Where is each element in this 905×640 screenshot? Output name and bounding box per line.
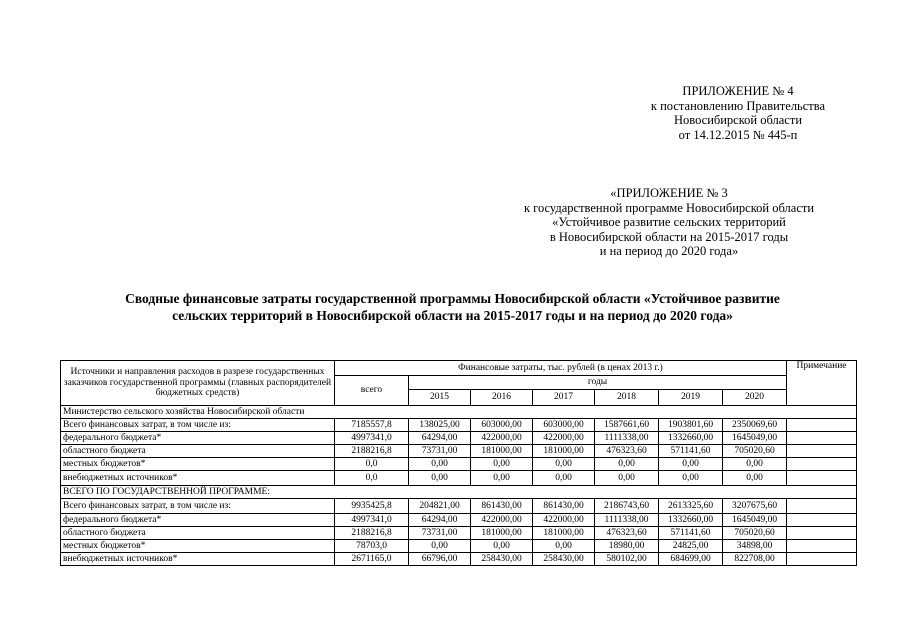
row-value: 422000,00 xyxy=(471,432,533,445)
row-value: 1332660,00 xyxy=(659,432,723,445)
header-year-2017: 2017 xyxy=(533,390,595,406)
row-value: 1645049,00 xyxy=(723,514,787,527)
row-value: 1903801,60 xyxy=(659,419,723,432)
table-row xyxy=(61,527,857,540)
appendix-4-block xyxy=(598,84,878,142)
row-value: 181000,00 xyxy=(471,527,533,540)
row-value: 2350069,60 xyxy=(723,419,787,432)
table-row xyxy=(61,458,857,471)
table-row xyxy=(61,445,857,458)
row-value: 0,00 xyxy=(533,458,595,471)
row-value: 0,00 xyxy=(723,458,787,471)
row-value: 580102,00 xyxy=(595,553,659,566)
header-note: Примечание xyxy=(787,361,857,406)
table-row xyxy=(61,514,857,527)
row-value: 0,00 xyxy=(595,471,659,486)
header-year-2019: 2019 xyxy=(659,390,723,406)
row-total: 78703,0 xyxy=(335,540,409,553)
row-value: 603000,00 xyxy=(471,419,533,432)
appendix-3-line-5: и на период до 2020 года» xyxy=(599,244,739,258)
row-value: 66796,00 xyxy=(409,553,471,566)
header-year-2015: 2015 xyxy=(409,390,471,406)
row-value: 603000,00 xyxy=(533,419,595,432)
header-year-2018: 2018 xyxy=(595,390,659,406)
row-value: 684699,00 xyxy=(659,553,723,566)
row-label: федерального бюджета* xyxy=(61,432,335,445)
table-row xyxy=(61,553,857,566)
row-value: 73731,00 xyxy=(409,445,471,458)
row-total: 2188216,8 xyxy=(335,527,409,540)
row-value: 2613325,60 xyxy=(659,499,723,514)
row-note xyxy=(787,499,857,514)
row-total: 9935425,8 xyxy=(335,499,409,514)
header-financial-costs: Финансовые затраты, тыс. рублей (в ценах 2013 г.) xyxy=(335,361,787,376)
row-value: 1111338,00 xyxy=(595,432,659,445)
row-value: 73731,00 xyxy=(409,527,471,540)
appendix-3-line-1: «ПРИЛОЖЕНИЕ № 3 xyxy=(610,186,728,200)
row-value: 0,00 xyxy=(471,540,533,553)
row-value: 181000,00 xyxy=(471,445,533,458)
row-value: 571141,60 xyxy=(659,527,723,540)
row-value: 181000,00 xyxy=(533,445,595,458)
row-value: 0,00 xyxy=(471,471,533,486)
table-header xyxy=(61,361,857,406)
row-value: 0,00 xyxy=(409,540,471,553)
row-value: 0,00 xyxy=(409,458,471,471)
row-value: 18980,00 xyxy=(595,540,659,553)
row-total: 2188216,8 xyxy=(335,445,409,458)
appendix-4-line-2: к постановлению Правительства xyxy=(650,98,826,113)
appendix-3-line-2: к государственной программе Новосибирской области xyxy=(523,200,815,215)
row-value: 476323,60 xyxy=(595,445,659,458)
document-title-line-2: сельских территорий в Новосибирской области на 2015-2017 годы и на период до 2020 года» xyxy=(172,308,733,323)
table-row xyxy=(61,540,857,553)
row-total: 0,0 xyxy=(335,471,409,486)
row-value: 2186743,60 xyxy=(595,499,659,514)
header-year-2020: 2020 xyxy=(723,390,787,406)
row-label: внебюджетных источников* xyxy=(61,553,335,566)
document-title-line-1: Сводные финансовые затраты государственной программы Новосибирской области «Устойчивое развитие xyxy=(125,291,780,306)
row-value: 3207675,60 xyxy=(723,499,787,514)
table-row xyxy=(61,499,857,514)
section-title: ВСЕГО ПО ГОСУДАРСТВЕННОЙ ПРОГРАММЕ: xyxy=(61,486,857,499)
row-value: 181000,00 xyxy=(533,527,595,540)
row-value: 24825,00 xyxy=(659,540,723,553)
row-total: 2671165,0 xyxy=(335,553,409,566)
row-value: 705020,60 xyxy=(723,527,787,540)
row-value: 1332660,00 xyxy=(659,514,723,527)
header-years-label: годы xyxy=(409,376,787,390)
row-value: 1645049,00 xyxy=(723,432,787,445)
row-value: 0,00 xyxy=(659,458,723,471)
row-value: 0,00 xyxy=(471,458,533,471)
appendix-4-line-1: ПРИЛОЖЕНИЕ № 4 xyxy=(682,84,794,98)
appendix-4-line-3: Новосибирской области xyxy=(673,113,803,127)
header-year-2016: 2016 xyxy=(471,390,533,406)
row-value: 0,00 xyxy=(595,458,659,471)
row-note xyxy=(787,514,857,527)
row-note xyxy=(787,540,857,553)
row-note xyxy=(787,458,857,471)
row-value: 138025,00 xyxy=(409,419,471,432)
row-value: 204821,00 xyxy=(409,499,471,514)
row-note xyxy=(787,553,857,566)
row-label: федерального бюджета* xyxy=(61,514,335,527)
row-label: областного бюджета xyxy=(61,445,335,458)
row-value: 34898,00 xyxy=(723,540,787,553)
row-value: 476323,60 xyxy=(595,527,659,540)
row-label: внебюджетных источников* xyxy=(61,471,335,486)
table-row xyxy=(61,471,857,486)
row-value: 64294,00 xyxy=(409,432,471,445)
appendix-3-line-4: в Новосибирской области на 2015-2017 годы xyxy=(549,229,789,244)
row-note xyxy=(787,445,857,458)
table-section-ministry xyxy=(61,406,857,486)
row-value: 0,00 xyxy=(409,471,471,486)
row-value: 422000,00 xyxy=(471,514,533,527)
row-value: 1111338,00 xyxy=(595,514,659,527)
row-value: 705020,60 xyxy=(723,445,787,458)
row-value: 571141,60 xyxy=(659,445,723,458)
row-total: 0,0 xyxy=(335,458,409,471)
table-row xyxy=(61,432,857,445)
appendix-3-block xyxy=(467,186,871,259)
row-value: 0,00 xyxy=(659,471,723,486)
row-label: местных бюджетов* xyxy=(61,458,335,471)
row-value: 822708,00 xyxy=(723,553,787,566)
table-row xyxy=(61,419,857,432)
appendix-3-line-3: «Устойчивое развитие сельских территорий xyxy=(552,215,786,229)
row-value: 1587661,60 xyxy=(595,419,659,432)
row-value: 0,00 xyxy=(533,471,595,486)
financial-costs-table xyxy=(60,360,857,566)
row-value: 258430,00 xyxy=(533,553,595,566)
row-total: 4997341,0 xyxy=(335,514,409,527)
row-value: 422000,00 xyxy=(533,514,595,527)
appendix-4-line-4: от 14.12.2015 № 445-п xyxy=(678,127,798,142)
row-note xyxy=(787,432,857,445)
document-title xyxy=(70,290,835,324)
row-value: 861430,00 xyxy=(471,499,533,514)
row-value: 861430,00 xyxy=(533,499,595,514)
section-title: Министерство сельского хозяйства Новосибирской области xyxy=(61,406,857,419)
row-note xyxy=(787,527,857,540)
row-value: 258430,00 xyxy=(471,553,533,566)
table-section-program-total xyxy=(61,486,857,566)
row-value: 422000,00 xyxy=(533,432,595,445)
row-value: 64294,00 xyxy=(409,514,471,527)
row-note xyxy=(787,419,857,432)
header-total: всего xyxy=(335,376,409,406)
row-value: 0,00 xyxy=(723,471,787,486)
row-value: 0,00 xyxy=(533,540,595,553)
row-label: областного бюджета xyxy=(61,527,335,540)
header-sources: Источники и направления расходов в разрезе государственных заказчиков государственной программы (главных распорядителей бюджетных средств) xyxy=(61,361,335,406)
row-label: Всего финансовых затрат, в том числе из: xyxy=(61,419,335,432)
row-label: местных бюджетов* xyxy=(61,540,335,553)
row-total: 7185557,8 xyxy=(335,419,409,432)
row-total: 4997341,0 xyxy=(335,432,409,445)
row-label: Всего финансовых затрат, в том числе из: xyxy=(61,499,335,514)
row-note xyxy=(787,471,857,486)
